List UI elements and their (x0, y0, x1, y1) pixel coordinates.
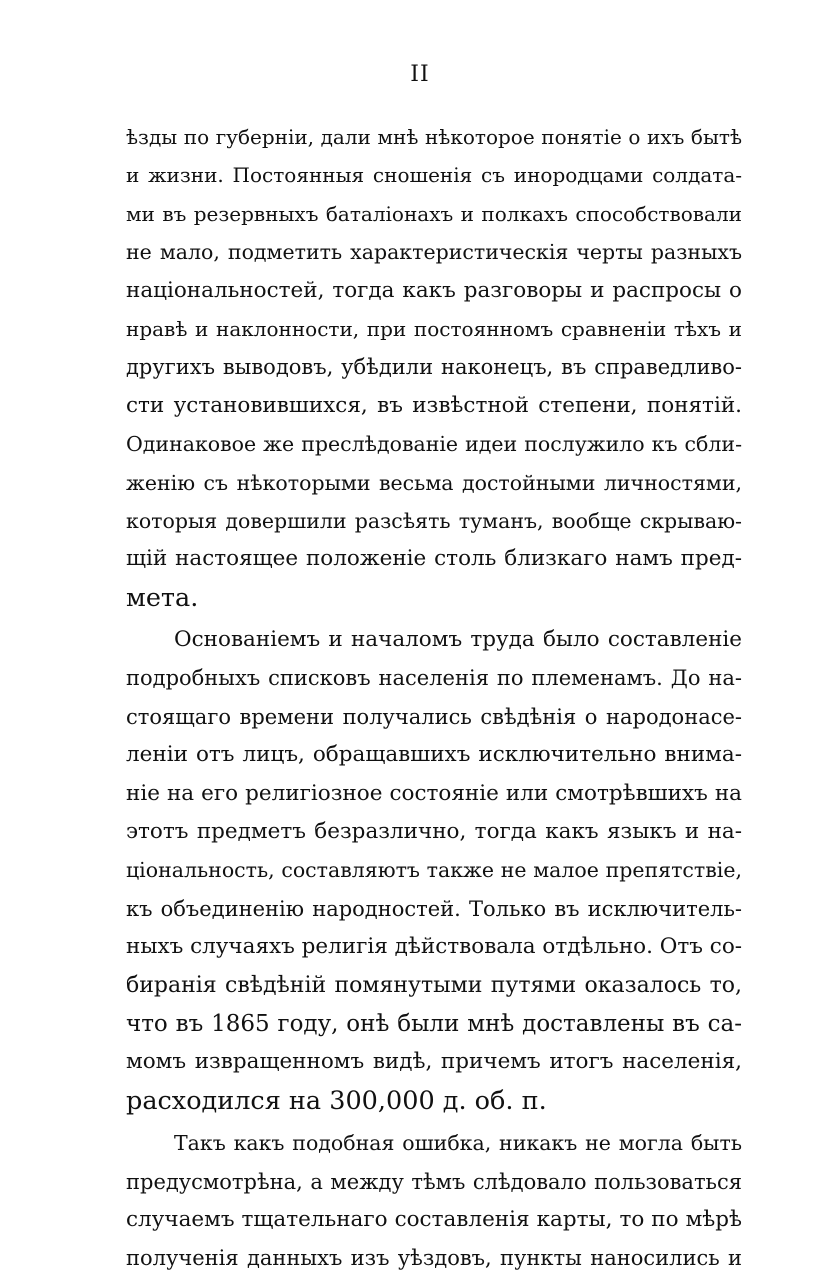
text-line: ѣзды по губерніи, дали мнѣ нѣкоторое понятіе о ихъ бытѣ (126, 125, 742, 149)
text-line: щій настоящее положеніе столь близкаго намъ пред- (126, 546, 742, 572)
text-line: нравѣ и наклонности, при постоянномъ сравненіи тѣхъ и (126, 316, 742, 341)
text-line: ніе на его религіозное состояніе или смотрѣвшихъ на (126, 780, 742, 806)
text-line: національностей, тогда какъ разговоры и распросы о (126, 277, 742, 303)
text-line: другихъ выводовъ, убѣдили наконецъ, въ справедливо- (126, 355, 742, 380)
text-line: случаемъ тщательнаго составленія карты, то по мѣрѣ (126, 1206, 742, 1232)
text-line: предусмотрѣна, а между тѣмъ слѣдовало пользоваться (126, 1169, 742, 1194)
text-line: ми въ резервныхъ баталіонахъ и полкахъ способствовали (126, 201, 742, 226)
text-line: ныхъ случаяхъ религія дѣйствовала отдѣльно. Отъ со- (126, 934, 742, 960)
text-line: Такъ какъ подобная ошибка, никакъ не могла быть (174, 1131, 742, 1156)
text-line: мета. (126, 582, 199, 613)
text-line: Одинаковое же преслѣдованіе идеи послужило къ сбли- (126, 432, 742, 457)
text-line: ціональность, составляютъ также не малое препятствіе, (126, 858, 742, 883)
text-line: этотъ предметъ безразлично, тогда какъ языкъ и на- (126, 819, 742, 845)
text-line: стоящаго времени получались свѣдѣнія о народонасе- (126, 704, 742, 729)
text-line: Основаніемъ и началомъ труда было составленіе (174, 627, 742, 653)
text-line: женію съ нѣкоторыми весьма достойными личностями, (126, 470, 742, 495)
text-line: полученія данныхъ изъ уѣздовъ, пункты наносились и (126, 1246, 742, 1271)
text-line: которыя довершили разсѣять туманъ, вообще скрываю- (126, 508, 742, 533)
text-line: подробныхъ списковъ населенія по племенамъ. До на- (126, 666, 742, 691)
text-line: къ объединенію народностей. Только въ исключитель- (126, 896, 742, 921)
text-line: биранія свѣдѣній помянутыми путями оказалось то, (126, 972, 742, 998)
text-line: момъ извращенномъ видѣ, причемъ итогъ населенія, (126, 1049, 742, 1075)
page-number: II (410, 62, 430, 87)
text-line: сти установившихся, въ извѣстной степени, понятій. (126, 392, 742, 418)
text-line: леніи отъ лицъ, обращавшихъ исключительно внима- (126, 742, 742, 768)
text-line: что въ 1865 году, онѣ были мнѣ доставлены въ са- (126, 1010, 742, 1037)
body-text (126, 118, 742, 1278)
text-line: и жизни. Постоянныя сношенія съ инородцами солдата- (126, 163, 742, 188)
text-line: не мало, подметить характеристическія черты разныхъ (126, 240, 742, 265)
text-line: расходился на 300,000 д. об. п. (126, 1085, 547, 1116)
